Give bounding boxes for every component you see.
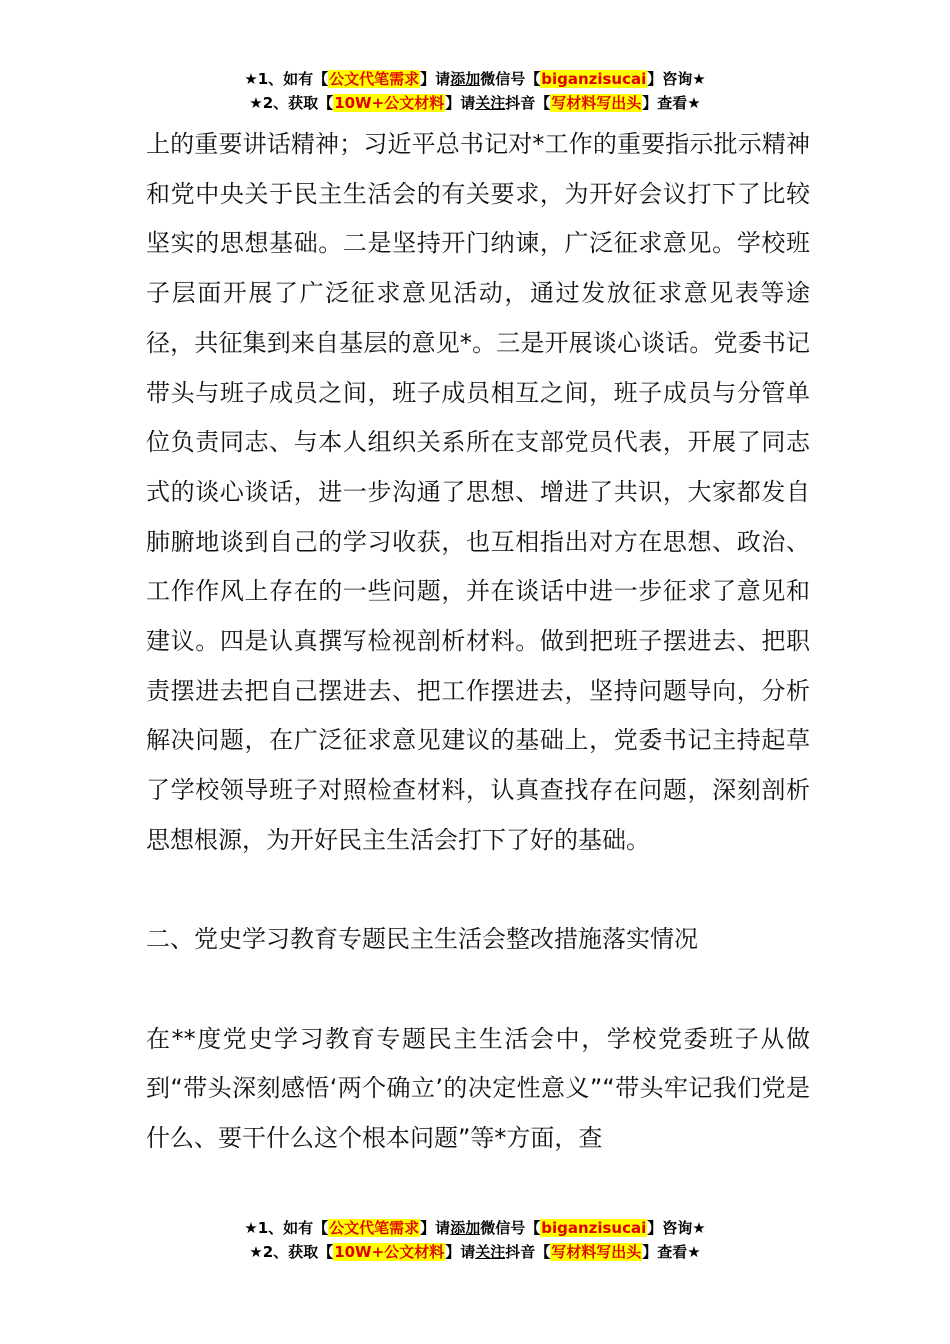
header-banner xyxy=(0,67,950,115)
highlight-wechat-id: biganzisucai xyxy=(541,1219,647,1237)
highlight-douyin: 写材料写出头 xyxy=(551,1243,642,1261)
blank-line xyxy=(146,965,810,1015)
banner-line-1: ★1、如有【公文代笔需求】请添加微信号【biganzisucai】咨询★ xyxy=(244,70,706,88)
highlight-douyin: 写材料写出头 xyxy=(551,94,642,112)
blank-line xyxy=(146,866,810,916)
document-body xyxy=(146,120,810,1164)
body-paragraph-1: 上的重要讲话精神；习近平总书记对*工作的重要指示批示精神和党中央关于民主生活会的有关要求，为开好会议打下了比较坚实的思想基础。二是坚持开门纳谏，广泛征求意见。学校班子层面开展了广泛征求意见活动，通过发放征求意见表等途径，共征集到来自基层的意见*。三是开展谈心谈话。党委书记带头与班子成员之间，班子成员相互之间，班子成员与分管单位负责同志、与本人组织关系所在支部党员代表，开展了同志式的谈心谈话，进一步沟通了思想、增进了共识，大家都发自肺腑地谈到自己的学习收获，也互相指出对方在思想、政治、工作作风上存在的一些问题，并在谈话中进一步征求了意见和建议。四是认真撰写检视剖析材料。做到把班子摆进去、把职责摆进去把自己摆进去、把工作摆进去，坚持问题导向，分析解决问题，在广泛征求意见建议的基础上，党委书记主持起草了学校领导班子对照检查材料，认真查找存在问题，深刻剖析思想根源，为开好民主生活会打下了好的基础。 xyxy=(146,130,810,854)
highlight-wechat-id: biganzisucai xyxy=(541,70,647,88)
section-heading-2: 二、党史学习教育专题民主生活会整改措施落实情况 xyxy=(146,925,698,954)
banner-line-1: ★1、如有【公文代笔需求】请添加微信号【biganzisucai】咨询★ xyxy=(244,1219,706,1237)
highlight-materials: 10W+公文材料 xyxy=(334,94,445,112)
highlight-service: 公文代笔需求 xyxy=(329,1219,420,1237)
highlight-service: 公文代笔需求 xyxy=(329,70,420,88)
banner-line-2: ★2、获取【10W+公文材料】请关注抖音【写材料写出头】查看★ xyxy=(249,94,701,112)
footer-banner xyxy=(0,1216,950,1264)
body-paragraph-2: 在**度党史学习教育专题民主生活会中，学校党委班子从做到“带头深刻感悟‘两个确立’的决定性意义”“带头牢记我们党是什么、要干什么这个根本问题”等*方面，查 xyxy=(146,1024,810,1153)
banner-line-2: ★2、获取【10W+公文材料】请关注抖音【写材料写出头】查看★ xyxy=(249,1243,701,1261)
highlight-materials: 10W+公文材料 xyxy=(334,1243,445,1261)
